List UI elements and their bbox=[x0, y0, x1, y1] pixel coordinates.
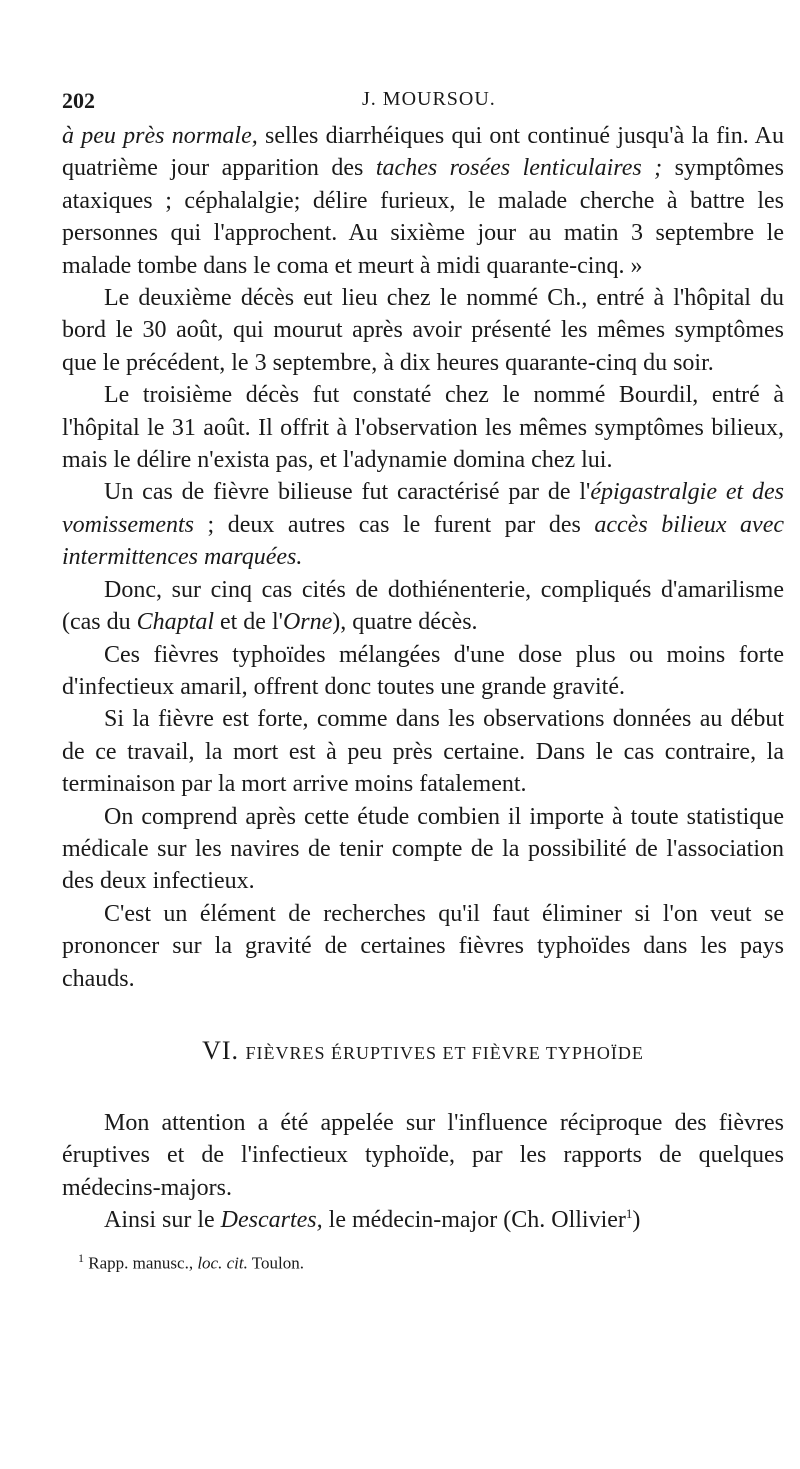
paragraph-11-text-d: ) bbox=[632, 1207, 641, 1234]
section-body-text bbox=[62, 1107, 784, 1237]
section-title: FIÈVRES ÉRUPTIVES ET FIÈVRE TYPHOÏDE bbox=[245, 1042, 644, 1063]
paragraph-11-italic-b: Descartes, bbox=[220, 1207, 323, 1234]
footnote-text-c: Toulon. bbox=[247, 1253, 304, 1273]
footnote-italic-b: loc. cit. bbox=[197, 1253, 248, 1273]
body-text bbox=[62, 120, 784, 995]
section-number: VI. bbox=[202, 1035, 240, 1065]
paragraph-5-text-a: Donc, sur cinq cas cités de dothiénenterie, compliqués d'amarilisme (cas du bbox=[62, 576, 784, 636]
footnote bbox=[62, 1251, 784, 1274]
paragraph-1 bbox=[62, 120, 784, 282]
paragraph-3: Le troisième décès fut constaté chez le nommé Bourdil, entré à l'hôpital le 31 août. Il offrit à l'observation les mêmes symptômes bilieux, mais le délire n'exista pas, et l'adynamie domina chez lui. bbox=[62, 382, 784, 474]
paragraph-5-italic-d: Orne bbox=[282, 609, 333, 636]
paragraph-10: Mon attention a été appelée sur l'influence réciproque des fièvres éruptives et de l'infectieux typhoïde, par les rapports de quelques médecins-majors. bbox=[62, 1109, 784, 1201]
page-header bbox=[62, 88, 784, 120]
paragraph-4-text-c: ; deux autres cas le furent par des bbox=[193, 511, 595, 538]
paragraph-1-italic-c: taches rosées lenticulaires ; bbox=[375, 155, 663, 182]
footnote-marker: 1 bbox=[78, 1250, 84, 1265]
paragraph-8: On comprend après cette étude combien il importe à toute statistique médicale sur les navires de tenir compte de la possibilité de l'association des deux infectieux. bbox=[62, 803, 784, 895]
footnote-reference: 1 bbox=[625, 1206, 633, 1222]
paragraph-7: Si la fièvre est forte, comme dans les observations données au début de ce travail, la mort est à peu près certaine. Dans le cas contraire, la terminaison par la mort arrive moins fatalement. bbox=[62, 706, 784, 798]
running-head: J. MOURSOU. bbox=[362, 88, 496, 110]
paragraph-5-text-c: et de l' bbox=[213, 609, 283, 636]
paragraph-9: C'est un élément de recherches qu'il faut éliminer si l'on veut se prononcer sur la gravité de certaines fièvres typhoïdes dans les pays chauds. bbox=[62, 900, 784, 992]
paragraph-11 bbox=[62, 1204, 784, 1236]
paragraph-4-text-a: Un cas de fièvre bilieuse fut caractérisé par de l' bbox=[104, 479, 591, 506]
paragraph-11-text-c: le médecin-major (Ch. Ollivier bbox=[322, 1207, 626, 1234]
paragraph-4-italic-d: accès bilieux avec intermittences marquées. bbox=[62, 511, 785, 571]
section-heading bbox=[62, 1035, 784, 1067]
paragraph-5 bbox=[62, 574, 784, 639]
footnote-text-a: Rapp. manusc., bbox=[84, 1253, 198, 1273]
paragraph-4-italic-b: épigastralgie et des vomissements bbox=[62, 479, 784, 538]
book-page bbox=[62, 88, 784, 1273]
paragraph-1-italic-a: à peu près normale, bbox=[62, 123, 258, 149]
page-number: 202 bbox=[62, 88, 95, 113]
paragraph-5-italic-b: Chaptal bbox=[136, 609, 214, 636]
paragraph-11-text-a: Ainsi sur le bbox=[104, 1207, 221, 1234]
paragraph-1-text-b: selles diarrhéiques qui ont continué jusqu'à la fin. Au quatrième jour apparition des bbox=[62, 123, 784, 182]
paragraph-5-text-e: ), quatre décès. bbox=[332, 609, 478, 636]
paragraph-2: Le deuxième décès eut lieu chez le nommé Ch., entré à l'hôpital du bord le 30 août, qui mourut après avoir présenté les mêmes symptômes que le précédent, le 3 septembre, à dix heures quarante-cinq du soir. bbox=[62, 285, 784, 376]
paragraph-6: Ces fièvres typhoïdes mélangées d'une dose plus ou moins forte d'infectieux amaril, offrent donc toutes une grande gravité. bbox=[62, 641, 784, 700]
paragraph-4 bbox=[62, 476, 784, 573]
paragraph-1-text-d: symptômes ataxiques ; céphalalgie; délire furieux, le malade cherche à battre les personnes qui l'approchent. Au sixième jour au matin 3 septembre le malade tombe dans le coma et meurt à midi quarante-cinq. » bbox=[62, 155, 784, 279]
